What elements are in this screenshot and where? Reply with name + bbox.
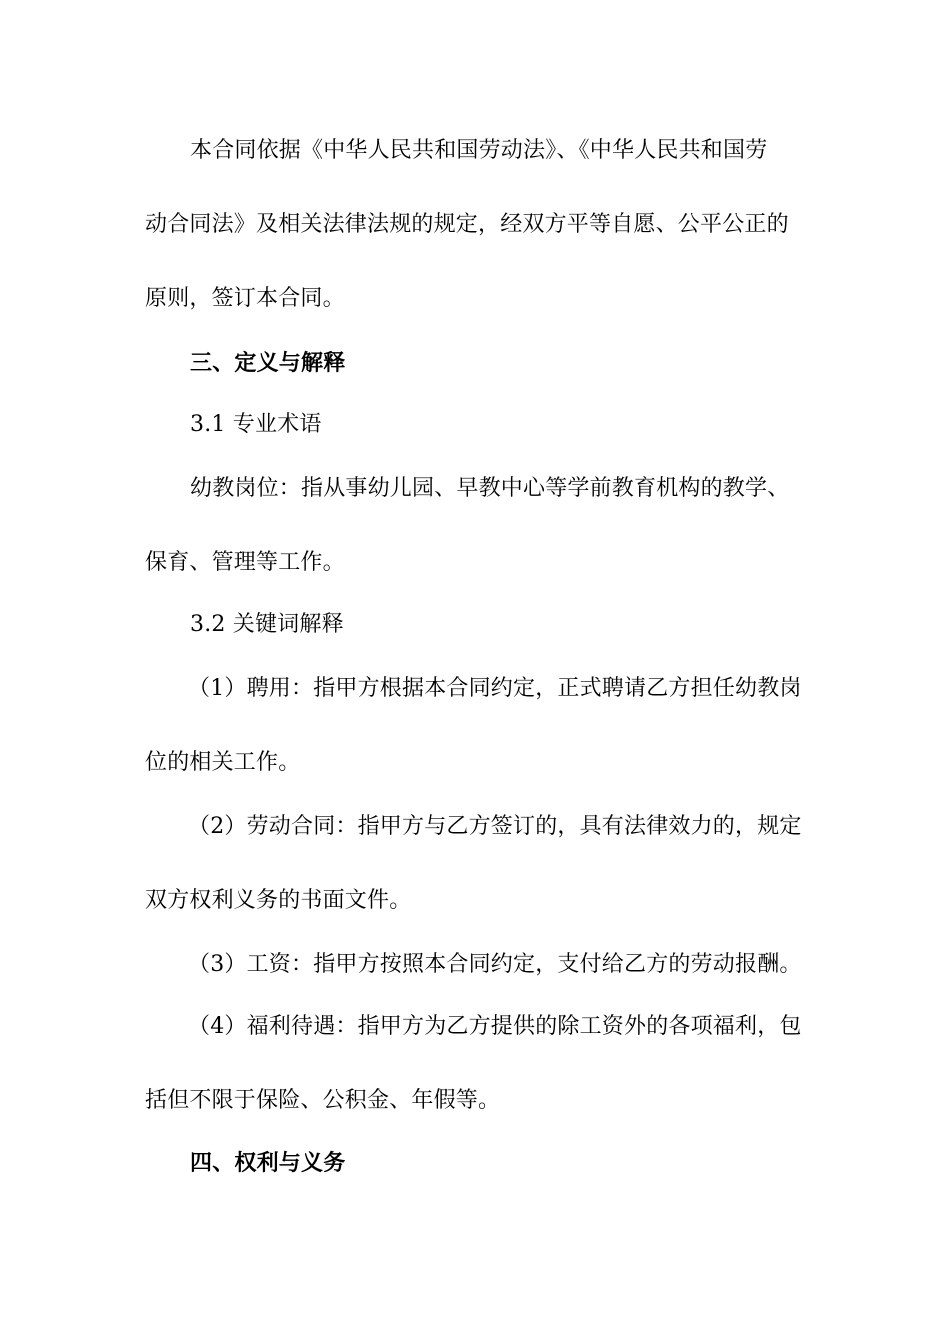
paragraph-basis-line-2: 动合同法》及相关法律法规的规定，经双方平等自愿、公平公正的 — [145, 212, 789, 237]
subsection-heading-terms: 3.1 专业术语 — [190, 412, 322, 437]
section-heading-rights: 四、权利与义务 — [190, 1150, 346, 1176]
definition-hiring-line-2: 位的相关工作。 — [145, 750, 301, 775]
paragraph-basis-line-1: 本合同依据《中华人民共和国劳动法》、《中华人民共和国劳 — [190, 138, 768, 163]
definition-wage: （3）工资：指甲方按照本合同约定，支付给乙方的劳动报酬。 — [188, 952, 802, 977]
paragraph-kindergarten-line-2: 保育、管理等工作。 — [145, 550, 345, 575]
paragraph-basis-line-3: 原则，签订本合同。 — [145, 286, 345, 311]
definition-benefits-line-1: （4）福利待遇：指甲方为乙方提供的除工资外的各项福利，包 — [188, 1014, 802, 1039]
definition-hiring-line-1: （1）聘用：指甲方根据本合同约定，正式聘请乙方担任幼教岗 — [188, 676, 802, 701]
paragraph-kindergarten-line-1: 幼教岗位：指从事幼儿园、早教中心等学前教育机构的教学、 — [190, 476, 790, 501]
definition-contract-line-2: 双方权利义务的书面文件。 — [145, 888, 412, 913]
section-heading-definitions: 三、定义与解释 — [190, 350, 346, 376]
definition-contract-line-1: （2）劳动合同：指甲方与乙方签订的，具有法律效力的，规定 — [188, 814, 802, 839]
subsection-heading-keywords: 3.2 关键词解释 — [190, 612, 344, 637]
definition-benefits-line-2: 括但不限于保险、公积金、年假等。 — [145, 1088, 501, 1113]
